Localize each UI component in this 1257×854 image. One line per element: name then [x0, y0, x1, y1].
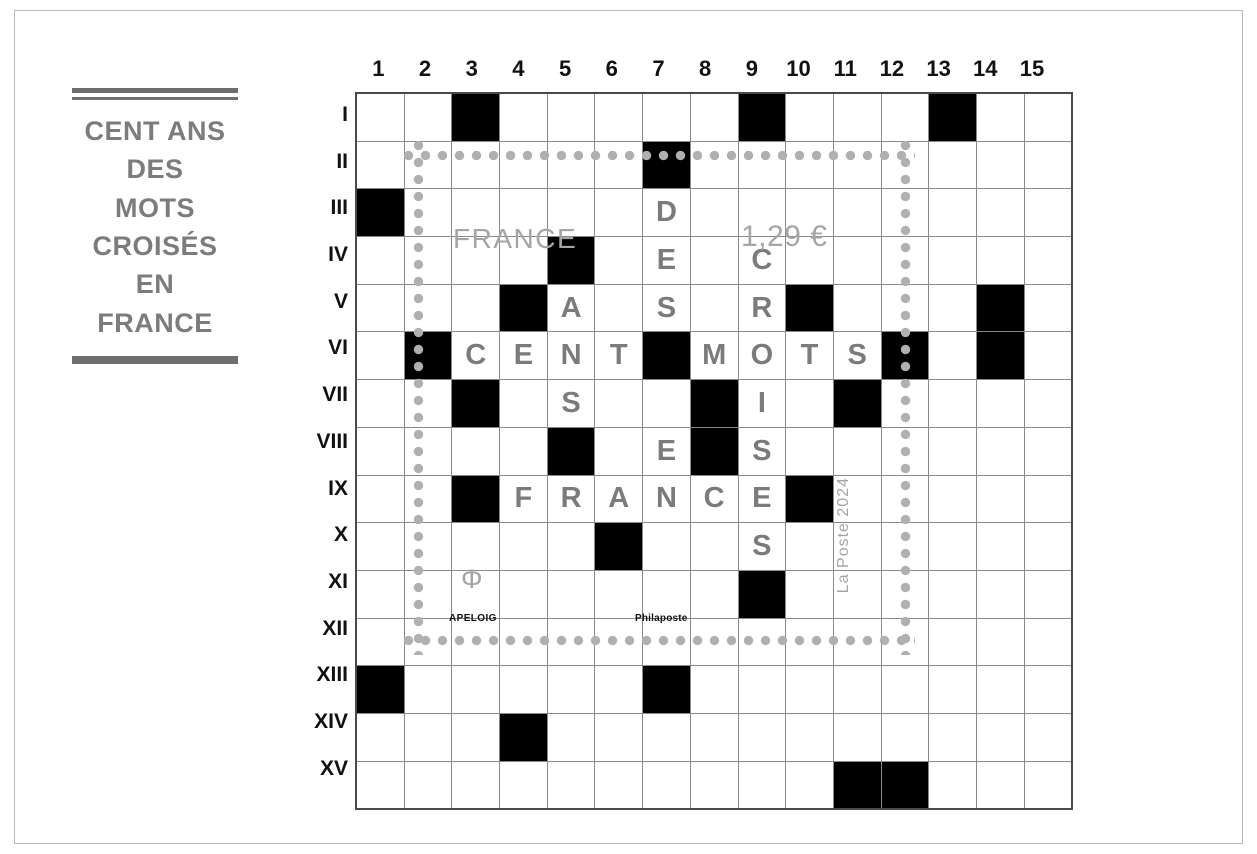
grid-cell-VI-13[interactable] — [929, 332, 977, 380]
grid-cell-X-14[interactable] — [976, 523, 1024, 571]
column-header-8: 8 — [699, 56, 712, 81]
grid-cell-XII-4[interactable] — [500, 618, 548, 666]
grid-cell-VI-11[interactable]: S — [833, 332, 881, 380]
grid-cell-III-2[interactable] — [404, 189, 452, 237]
grid-cell-X-7[interactable] — [643, 523, 691, 571]
grid-cell-XI-12[interactable] — [881, 570, 929, 618]
row-headers — [290, 92, 348, 792]
column-header-12: 12 — [879, 56, 905, 81]
grid-cell-black-III-1 — [356, 189, 404, 237]
column-header-6: 6 — [605, 56, 618, 81]
grid-cell-black-IX-3 — [452, 475, 500, 523]
grid-cell-XV-1[interactable] — [356, 761, 404, 809]
grid-cell-black-I-13 — [929, 93, 977, 141]
grid-cell-black-VII-8 — [690, 380, 738, 428]
grid-cell-black-XI-9 — [738, 570, 786, 618]
grid-cell-IV-13[interactable] — [929, 237, 977, 285]
grid-cell-IX-4[interactable]: F — [500, 475, 548, 523]
grid-cell-XII-3[interactable] — [452, 618, 500, 666]
grid-cell-III-4[interactable] — [500, 189, 548, 237]
grid-row — [356, 713, 1072, 761]
grid-row — [356, 332, 1072, 380]
grid-cell-XII-11[interactable] — [833, 618, 881, 666]
grid-cell-IX-9[interactable]: E — [738, 475, 786, 523]
column-header-5: 5 — [558, 56, 572, 81]
grid-cell-XII-8[interactable] — [690, 618, 738, 666]
grid-cell-III-5[interactable] — [547, 189, 595, 237]
grid-cell-VII-6[interactable] — [595, 380, 643, 428]
grid-cell-XI-4[interactable] — [500, 570, 548, 618]
grid-cell-V-3[interactable] — [452, 284, 500, 332]
row-header-IV: IV — [328, 243, 348, 267]
grid-cell-IX-5[interactable]: R — [547, 475, 595, 523]
grid-cell-I-7[interactable] — [643, 93, 691, 141]
grid-cell-XIV-5[interactable] — [547, 713, 595, 761]
grid-cell-III-6[interactable] — [595, 189, 643, 237]
grid-cell-I-8[interactable] — [690, 93, 738, 141]
stamp-designer-credit: APELOIG — [449, 613, 497, 624]
column-header-13: 13 — [926, 56, 951, 81]
grid-cell-XIII-13[interactable] — [929, 666, 977, 714]
grid-cell-XI-6[interactable] — [595, 570, 643, 618]
grid-cell-IV-8[interactable] — [690, 237, 738, 285]
grid-cell-VI-4[interactable]: E — [500, 332, 548, 380]
grid-cell-X-2[interactable] — [404, 523, 452, 571]
grid-cell-III-9[interactable] — [738, 189, 786, 237]
grid-cell-black-VI-7 — [643, 332, 691, 380]
grid-cell-XII-12[interactable] — [881, 618, 929, 666]
stamp-country-label: FRANCE — [453, 223, 578, 254]
grid-cell-I-1[interactable] — [356, 93, 404, 141]
grid-cell-V-6[interactable] — [595, 284, 643, 332]
grid-cell-X-15[interactable] — [1024, 523, 1072, 571]
grid-cell-II-6[interactable] — [595, 141, 643, 189]
grid-cell-IX-8[interactable]: C — [690, 475, 738, 523]
grid-cell-IV-1[interactable] — [356, 237, 404, 285]
grid-cell-XIII-4[interactable] — [500, 666, 548, 714]
grid-row — [356, 427, 1072, 475]
grid-cell-XV-5[interactable] — [547, 761, 595, 809]
grid-cell-IV-7[interactable]: E — [643, 237, 691, 285]
grid-cell-II-14[interactable] — [976, 141, 1024, 189]
grid-cell-XI-10[interactable] — [786, 570, 834, 618]
grid-cell-black-XIII-7 — [643, 666, 691, 714]
grid-cell-I-4[interactable] — [500, 93, 548, 141]
grid-cell-XV-3[interactable] — [452, 761, 500, 809]
grid-cell-III-11[interactable] — [833, 189, 881, 237]
column-header-11: 11 — [833, 56, 857, 81]
grid-row — [356, 380, 1072, 428]
grid-cell-XV-14[interactable] — [976, 761, 1024, 809]
grid-cell-XIII-15[interactable] — [1024, 666, 1072, 714]
grid-cell-VIII-10[interactable] — [786, 427, 834, 475]
title-line-3: MOTS — [115, 192, 195, 223]
grid-cell-black-IX-10 — [786, 475, 834, 523]
grid-cell-V-13[interactable] — [929, 284, 977, 332]
grid-cell-II-11[interactable] — [833, 141, 881, 189]
grid-cell-II-10[interactable] — [786, 141, 834, 189]
grid-cell-I-14[interactable] — [976, 93, 1024, 141]
grid-cell-III-15[interactable] — [1024, 189, 1072, 237]
grid-cell-IX-7[interactable]: N — [643, 475, 691, 523]
grid-row — [356, 189, 1072, 237]
grid-cell-XII-2[interactable] — [404, 618, 452, 666]
grid-cell-XIV-10[interactable] — [786, 713, 834, 761]
grid-cell-V-1[interactable] — [356, 284, 404, 332]
grid-cell-VII-5[interactable]: S — [547, 380, 595, 428]
grid-cell-IV-11[interactable] — [833, 237, 881, 285]
grid-cell-VII-9[interactable]: I — [738, 380, 786, 428]
grid-cell-XII-5[interactable] — [547, 618, 595, 666]
grid-cell-II-8[interactable] — [690, 141, 738, 189]
column-header-7: 7 — [652, 56, 665, 81]
stamp-printer-credit: Philaposte — [635, 613, 688, 624]
grid-cell-XV-9[interactable] — [738, 761, 786, 809]
title-line-4: CROISÉS — [92, 230, 218, 261]
grid-cell-VIII-15[interactable] — [1024, 427, 1072, 475]
row-header-VII: VII — [322, 383, 348, 407]
row-header-XI: XI — [328, 569, 348, 593]
column-header-3: 3 — [465, 56, 478, 81]
grid-cell-VII-12[interactable] — [881, 380, 929, 428]
grid-cell-black-VI-2 — [404, 332, 452, 380]
crossword-grid-body — [356, 93, 1072, 809]
title-rule-top-thick — [72, 88, 238, 93]
grid-cell-VI-1[interactable] — [356, 332, 404, 380]
crossword-grid-wrap — [355, 92, 1073, 810]
grid-row — [356, 141, 1072, 189]
grid-row — [356, 93, 1072, 141]
column-header-2: 2 — [418, 56, 432, 81]
grid-cell-VII-2[interactable] — [404, 380, 452, 428]
title-block — [72, 88, 238, 364]
grid-cell-black-VII-11 — [833, 380, 881, 428]
grid-cell-XI-5[interactable] — [547, 570, 595, 618]
grid-cell-black-VIII-8 — [690, 427, 738, 475]
title-line-6: FRANCE — [97, 307, 213, 338]
grid-cell-black-I-3 — [452, 93, 500, 141]
title-line-5: EN — [135, 269, 175, 300]
grid-cell-VII-4[interactable] — [500, 380, 548, 428]
grid-cell-I-6[interactable] — [595, 93, 643, 141]
grid-cell-XIII-8[interactable] — [690, 666, 738, 714]
phi-icon: Φ — [461, 564, 483, 594]
grid-cell-black-XV-12 — [881, 761, 929, 809]
grid-cell-IX-12[interactable] — [881, 475, 929, 523]
grid-cell-XIII-12[interactable] — [881, 666, 929, 714]
title-line-1: CENT ANS — [84, 116, 226, 146]
grid-cell-XIV-14[interactable] — [976, 713, 1024, 761]
row-header-VIII: VIII — [316, 429, 348, 453]
grid-cell-II-12[interactable] — [881, 141, 929, 189]
grid-cell-XII-15[interactable] — [1024, 618, 1072, 666]
grid-cell-IX-15[interactable] — [1024, 475, 1072, 523]
grid-cell-black-V-14 — [976, 284, 1024, 332]
grid-cell-III-12[interactable] — [881, 189, 929, 237]
grid-cell-XI-15[interactable] — [1024, 570, 1072, 618]
grid-cell-II-4[interactable] — [500, 141, 548, 189]
stamp-operator-label: La Poste 2024 — [835, 477, 852, 594]
grid-cell-IV-2[interactable] — [404, 237, 452, 285]
grid-cell-black-VIII-5 — [547, 427, 595, 475]
grid-cell-black-VII-3 — [452, 380, 500, 428]
grid-cell-XIII-14[interactable] — [976, 666, 1024, 714]
grid-cell-V-5[interactable]: A — [547, 284, 595, 332]
grid-cell-XIII-5[interactable] — [547, 666, 595, 714]
grid-cell-VIII-7[interactable]: E — [643, 427, 691, 475]
row-header-XIV: XIV — [314, 709, 348, 733]
grid-cell-XV-4[interactable] — [500, 761, 548, 809]
grid-cell-black-V-10 — [786, 284, 834, 332]
grid-cell-IV-9[interactable]: C — [738, 237, 786, 285]
row-header-VI: VI — [328, 336, 348, 360]
grid-cell-XII-6[interactable] — [595, 618, 643, 666]
row-header-XIII: XIII — [316, 663, 348, 687]
grid-cell-XIV-11[interactable] — [833, 713, 881, 761]
grid-cell-X-1[interactable] — [356, 523, 404, 571]
grid-cell-XIII-2[interactable] — [404, 666, 452, 714]
grid-row — [356, 570, 1072, 618]
row-header-III: III — [330, 196, 348, 220]
grid-cell-I-15[interactable] — [1024, 93, 1072, 141]
grid-cell-VIII-9[interactable]: S — [738, 427, 786, 475]
grid-cell-black-XIV-4 — [500, 713, 548, 761]
column-header-1: 1 — [372, 56, 385, 81]
grid-cell-black-VI-12 — [881, 332, 929, 380]
grid-cell-II-13[interactable] — [929, 141, 977, 189]
grid-cell-IX-11[interactable] — [833, 475, 881, 523]
grid-cell-VI-8[interactable]: M — [690, 332, 738, 380]
grid-cell-VI-10[interactable]: T — [786, 332, 834, 380]
row-header-XV: XV — [319, 756, 348, 780]
grid-cell-X-8[interactable] — [690, 523, 738, 571]
grid-cell-VIII-2[interactable] — [404, 427, 452, 475]
title-rule-bottom-thick — [72, 359, 238, 364]
grid-cell-X-12[interactable] — [881, 523, 929, 571]
grid-cell-XII-10[interactable] — [786, 618, 834, 666]
grid-cell-IX-13[interactable] — [929, 475, 977, 523]
grid-cell-VII-1[interactable] — [356, 380, 404, 428]
column-header-15: 15 — [1019, 56, 1045, 81]
grid-cell-VII-7[interactable] — [643, 380, 691, 428]
grid-cell-IV-14[interactable] — [976, 237, 1024, 285]
grid-cell-XII-14[interactable] — [976, 618, 1024, 666]
grid-cell-XIV-3[interactable] — [452, 713, 500, 761]
grid-cell-I-5[interactable] — [547, 93, 595, 141]
grid-cell-IV-3[interactable] — [452, 237, 500, 285]
grid-cell-XV-8[interactable] — [690, 761, 738, 809]
grid-cell-V-11[interactable] — [833, 284, 881, 332]
column-header-10: 10 — [786, 56, 811, 81]
grid-cell-V-8[interactable] — [690, 284, 738, 332]
row-header-IX: IX — [328, 476, 348, 500]
grid-cell-VII-10[interactable] — [786, 380, 834, 428]
grid-cell-XIV-8[interactable] — [690, 713, 738, 761]
grid-cell-black-II-7 — [643, 141, 691, 189]
grid-cell-II-5[interactable] — [547, 141, 595, 189]
grid-cell-XIII-11[interactable] — [833, 666, 881, 714]
grid-cell-XV-6[interactable] — [595, 761, 643, 809]
grid-cell-VII-13[interactable] — [929, 380, 977, 428]
grid-cell-V-12[interactable] — [881, 284, 929, 332]
grid-cell-black-V-4 — [500, 284, 548, 332]
grid-cell-VI-9[interactable]: O — [738, 332, 786, 380]
grid-cell-XIV-6[interactable] — [595, 713, 643, 761]
grid-cell-XI-8[interactable] — [690, 570, 738, 618]
grid-cell-XI-3[interactable] — [452, 570, 500, 618]
grid-cell-VIII-13[interactable] — [929, 427, 977, 475]
grid-cell-III-8[interactable] — [690, 189, 738, 237]
grid-cell-XIV-15[interactable] — [1024, 713, 1072, 761]
grid-cell-VIII-3[interactable] — [452, 427, 500, 475]
title-line-2: DES — [126, 154, 184, 185]
grid-cell-black-I-9 — [738, 93, 786, 141]
grid-cell-VII-14[interactable] — [976, 380, 1024, 428]
grid-cell-I-12[interactable] — [881, 93, 929, 141]
grid-cell-X-3[interactable] — [452, 523, 500, 571]
grid-cell-IX-2[interactable] — [404, 475, 452, 523]
grid-cell-VII-15[interactable] — [1024, 380, 1072, 428]
grid-cell-V-9[interactable]: R — [738, 284, 786, 332]
grid-cell-I-2[interactable] — [404, 93, 452, 141]
grid-cell-XIII-3[interactable] — [452, 666, 500, 714]
grid-cell-II-2[interactable] — [404, 141, 452, 189]
grid-cell-XV-10[interactable] — [786, 761, 834, 809]
grid-cell-XV-2[interactable] — [404, 761, 452, 809]
grid-row — [356, 666, 1072, 714]
grid-cell-I-11[interactable] — [833, 93, 881, 141]
grid-cell-XI-14[interactable] — [976, 570, 1024, 618]
grid-cell-XIV-7[interactable] — [643, 713, 691, 761]
grid-cell-XI-11[interactable] — [833, 570, 881, 618]
grid-cell-black-IV-5 — [547, 237, 595, 285]
grid-cell-XIV-1[interactable] — [356, 713, 404, 761]
grid-cell-IX-14[interactable] — [976, 475, 1024, 523]
grid-cell-X-9[interactable]: S — [738, 523, 786, 571]
grid-cell-IV-15[interactable] — [1024, 237, 1072, 285]
grid-cell-XII-1[interactable] — [356, 618, 404, 666]
row-header-X: X — [333, 523, 348, 547]
grid-cell-V-2[interactable] — [404, 284, 452, 332]
grid-cell-X-10[interactable] — [786, 523, 834, 571]
grid-cell-III-3[interactable] — [452, 189, 500, 237]
column-header-4: 4 — [512, 56, 525, 81]
grid-cell-X-11[interactable] — [833, 523, 881, 571]
grid-cell-III-14[interactable] — [976, 189, 1024, 237]
grid-cell-IV-4[interactable] — [500, 237, 548, 285]
grid-cell-II-3[interactable] — [452, 141, 500, 189]
grid-cell-XIV-13[interactable] — [929, 713, 977, 761]
grid-cell-XI-7[interactable] — [643, 570, 691, 618]
grid-cell-II-9[interactable] — [738, 141, 786, 189]
row-header-XII: XII — [322, 616, 348, 640]
grid-cell-XIII-6[interactable] — [595, 666, 643, 714]
grid-cell-XV-13[interactable] — [929, 761, 977, 809]
grid-cell-XIV-2[interactable] — [404, 713, 452, 761]
grid-cell-III-10[interactable] — [786, 189, 834, 237]
grid-cell-II-1[interactable] — [356, 141, 404, 189]
grid-cell-I-10[interactable] — [786, 93, 834, 141]
grid-cell-IX-1[interactable] — [356, 475, 404, 523]
grid-cell-X-4[interactable] — [500, 523, 548, 571]
row-header-V: V — [333, 289, 348, 313]
row-header-II: II — [336, 149, 348, 173]
column-headers — [355, 56, 1055, 82]
grid-row — [356, 523, 1072, 571]
grid-cell-V-7[interactable]: S — [643, 284, 691, 332]
grid-row — [356, 237, 1072, 285]
grid-cell-VI-5[interactable]: N — [547, 332, 595, 380]
grid-row — [356, 475, 1072, 523]
grid-cell-VIII-11[interactable] — [833, 427, 881, 475]
grid-cell-black-VI-14 — [976, 332, 1024, 380]
row-header-I: I — [342, 103, 348, 126]
grid-cell-XI-2[interactable] — [404, 570, 452, 618]
grid-row — [356, 618, 1072, 666]
grid-cell-black-X-6 — [595, 523, 643, 571]
grid-cell-II-15[interactable] — [1024, 141, 1072, 189]
grid-cell-VI-3[interactable]: C — [452, 332, 500, 380]
stamp-face-value: 1,29 € — [741, 220, 828, 253]
grid-cell-VIII-12[interactable] — [881, 427, 929, 475]
grid-cell-XIII-9[interactable] — [738, 666, 786, 714]
grid-row — [356, 284, 1072, 332]
grid-cell-black-XV-11 — [833, 761, 881, 809]
grid-cell-black-XIII-1 — [356, 666, 404, 714]
grid-cell-XII-7[interactable] — [643, 618, 691, 666]
grid-cell-IV-12[interactable] — [881, 237, 929, 285]
grid-cell-X-5[interactable] — [547, 523, 595, 571]
grid-cell-IX-6[interactable]: A — [595, 475, 643, 523]
grid-row — [356, 761, 1072, 809]
grid-cell-XI-1[interactable] — [356, 570, 404, 618]
grid-cell-VI-6[interactable]: T — [595, 332, 643, 380]
column-header-9: 9 — [745, 56, 758, 81]
grid-cell-XV-7[interactable] — [643, 761, 691, 809]
grid-cell-III-7[interactable]: D — [643, 189, 691, 237]
grid-cell-V-15[interactable] — [1024, 284, 1072, 332]
grid-cell-VIII-1[interactable] — [356, 427, 404, 475]
grid-cell-XII-13[interactable] — [929, 618, 977, 666]
grid-cell-XIII-10[interactable] — [786, 666, 834, 714]
grid-cell-VIII-14[interactable] — [976, 427, 1024, 475]
grid-cell-IV-10[interactable] — [786, 237, 834, 285]
grid-cell-VIII-6[interactable] — [595, 427, 643, 475]
grid-cell-III-13[interactable] — [929, 189, 977, 237]
crossword-grid — [355, 92, 1073, 810]
grid-cell-XIV-9[interactable] — [738, 713, 786, 761]
page-title — [72, 100, 238, 352]
grid-cell-IV-6[interactable] — [595, 237, 643, 285]
column-header-14: 14 — [973, 56, 998, 81]
grid-cell-VIII-4[interactable] — [500, 427, 548, 475]
grid-cell-XV-15[interactable] — [1024, 761, 1072, 809]
grid-cell-XIV-12[interactable] — [881, 713, 929, 761]
grid-cell-VI-15[interactable] — [1024, 332, 1072, 380]
grid-cell-XI-13[interactable] — [929, 570, 977, 618]
grid-cell-X-13[interactable] — [929, 523, 977, 571]
grid-cell-XII-9[interactable] — [738, 618, 786, 666]
